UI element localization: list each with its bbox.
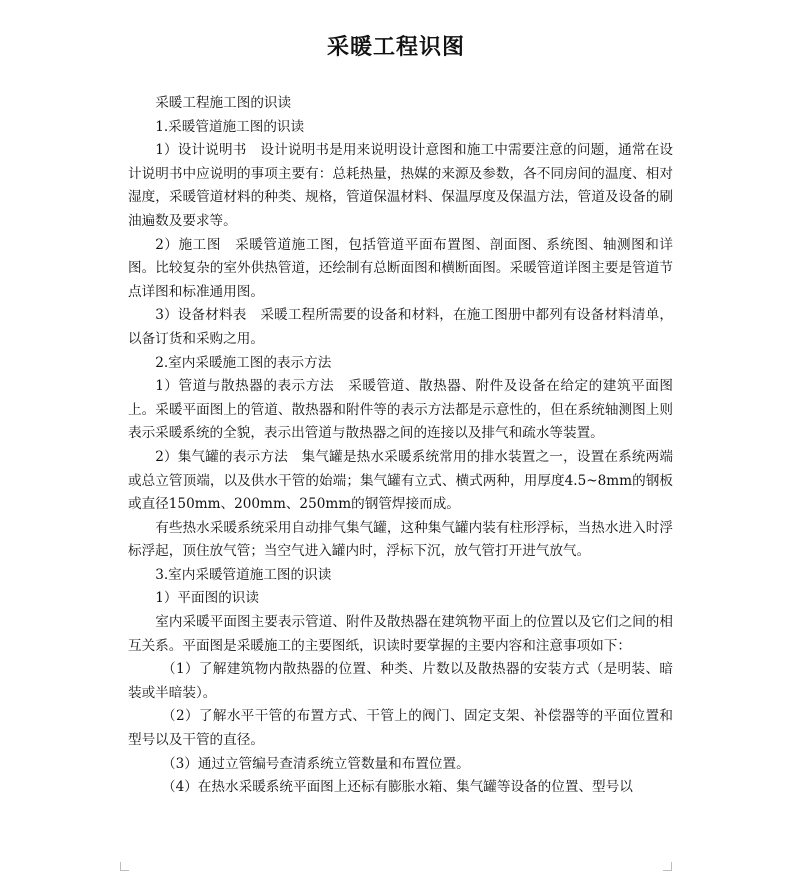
paragraph-pipe-radiator: 1）管道与散热器的表示方法 采暖管道、散热器、附件及设备在给定的建筑平面图上。采暖平面图上的管道、散热器和附件等的表示方法都是示意性的，但在系统轴测图上则表示采暖系统的全貌，表示出管道与散热器之间的连接以及排气和疏水等装置。: [128, 378, 673, 442]
paragraph-auto-vent: 有些热水采暖系统采用自动排气集气罐，这种集气罐内装有柱形浮标，当热水进入时浮标浮起，顶住放气管；当空气进入罐内时，浮标下沉，放气管打开进气放气。: [128, 519, 673, 560]
paragraph-air-collector: 2）集气罐的表示方法 集气罐是热水采暖系统常用的排水装置之一，设置在系统两端或总立管顶端，以及供水干管的始端；集气罐有立式、横式两种，用厚度4.5~8mm的钢板或直径150mm、200mm、250mm的钢管焊接而成。: [128, 448, 673, 513]
paragraph-construction-drawing: 2）施工图 采暖管道施工图，包括管道平面布置图、剖面图、系统图、轴测图和详图。比较复杂的室外供热管道，还绘制有总断面图和横断面图。采暖管道详图主要是管道节点详图和标准通用图。: [128, 236, 673, 300]
paragraph-heading-main: 采暖工程施工图的识读: [155, 95, 292, 111]
page-corner-mark-right: [663, 862, 672, 871]
list-item-1: （1）了解建筑物内散热器的位置、种类、片数以及散热器的安装方式（是明装、暗装或半暗装）。: [128, 661, 673, 701]
list-item-4: （4）在热水采暖系统平面图上还标有膨胀水箱、集气罐等设备的位置、型号以: [162, 779, 633, 796]
subheading-plan-reading: 1）平面图的识读: [155, 590, 259, 607]
page-corner-mark-left: [120, 862, 129, 871]
section-heading-1: 1.采暖管道施工图的识读: [155, 118, 305, 135]
list-item-3: （3）通过立管编号查清系统立管数量和布置位置。: [162, 755, 470, 772]
paragraph-design-spec: 1）设计说明书 设计说明书是用来说明设计意图和施工中需要注意的问题，通常在设计说明书中应说明的事项主要有：总耗热量，热媒的来源及参数，各不同房间的温度、相对湿度，采暖管道材料的种类、规格，管道保温材料、保温厚度及保温方法，管道及设备的刷油遍数及要求等。: [128, 142, 673, 229]
document-body: [128, 92, 673, 800]
paragraph-plan-intro: 室内采暖平面图主要表示管道、附件及散热器在建筑物平面上的位置以及它们之间的相互关系。平面图是采暖施工的主要图纸，识读时要掌握的主要内容和注意事项如下：: [128, 614, 673, 654]
document-title: 采暖工程识图: [326, 35, 465, 60]
list-item-2: （2）了解水平干管的布置方式、干管上的阀门、固定支架、补偿器等的平面位置和型号以及干管的直径。: [128, 708, 673, 749]
paragraph-equipment-table: 3）设备材料表 采暖工程所需要的设备和材料，在施工图册中都列有设备材料清单，以备订货和采购之用。: [128, 307, 673, 347]
section-heading-2: 2.室内采暖施工图的表示方法: [155, 354, 332, 371]
section-heading-3: 3.室内采暖管道施工图的识读: [155, 566, 332, 583]
